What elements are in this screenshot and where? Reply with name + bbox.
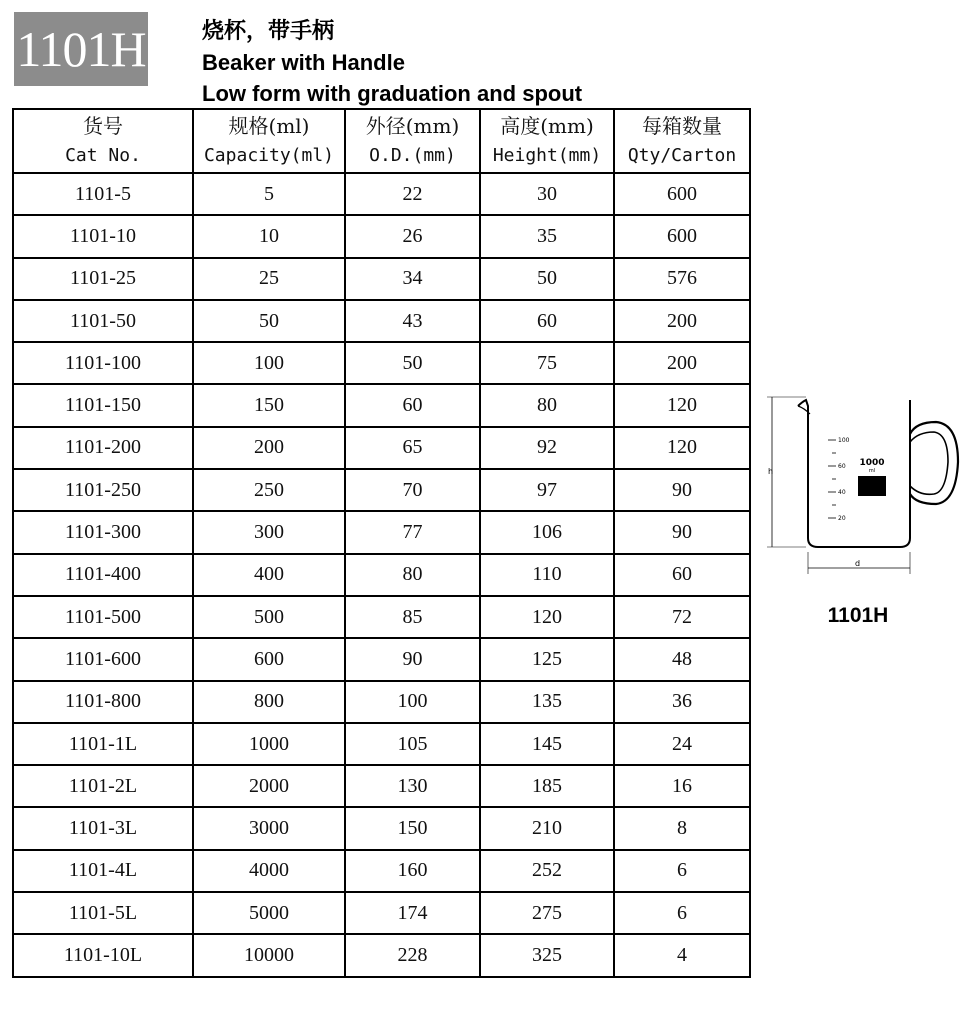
cell-qty: 16 (614, 765, 750, 807)
table-row (13, 850, 750, 892)
cell-capacity: 400 (193, 554, 345, 596)
cell-capacity: 600 (193, 638, 345, 680)
table-row (13, 638, 750, 680)
cell-qty: 72 (614, 596, 750, 638)
table-row (13, 427, 750, 469)
cell-od: 85 (345, 596, 480, 638)
cell-cat-no: 1101-800 (13, 681, 193, 723)
scale-20: 20 (838, 515, 846, 522)
cell-od: 60 (345, 384, 480, 426)
cell-capacity: 300 (193, 511, 345, 553)
cell-qty: 6 (614, 892, 750, 934)
scale-100: 100 (838, 437, 850, 444)
cell-cat-no: 1101-4L (13, 850, 193, 892)
cell-height: 75 (480, 342, 614, 384)
cell-cat-no: 1101-250 (13, 469, 193, 511)
table-row (13, 215, 750, 257)
table-row (13, 596, 750, 638)
cell-qty: 90 (614, 511, 750, 553)
table-body (13, 173, 750, 977)
cell-capacity: 5 (193, 173, 345, 215)
cell-qty: 600 (614, 173, 750, 215)
cell-qty: 576 (614, 258, 750, 300)
cell-qty: 600 (614, 215, 750, 257)
cell-height: 110 (480, 554, 614, 596)
cell-capacity: 50 (193, 300, 345, 342)
cell-qty: 120 (614, 384, 750, 426)
cell-cat-no: 1101-3L (13, 807, 193, 849)
cell-capacity: 150 (193, 384, 345, 426)
cell-capacity: 10 (193, 215, 345, 257)
volume-mark: 1000 (859, 458, 885, 468)
cell-capacity: 800 (193, 681, 345, 723)
cell-qty: 36 (614, 681, 750, 723)
cell-od: 174 (345, 892, 480, 934)
cell-height: 275 (480, 892, 614, 934)
cell-od: 150 (345, 807, 480, 849)
table-row (13, 384, 750, 426)
cell-height: 50 (480, 258, 614, 300)
cell-height: 80 (480, 384, 614, 426)
subtitle-english: Low form with graduation and spout (202, 81, 583, 106)
cell-height: 97 (480, 469, 614, 511)
cell-capacity: 3000 (193, 807, 345, 849)
cell-od: 90 (345, 638, 480, 680)
marking-patch (858, 476, 886, 496)
table-row (13, 173, 750, 215)
table-row (13, 258, 750, 300)
product-code-badge: 1101H (14, 12, 148, 86)
cell-cat-no: 1101-150 (13, 384, 193, 426)
cell-capacity: 10000 (193, 934, 345, 976)
table-row (13, 511, 750, 553)
cell-capacity: 100 (193, 342, 345, 384)
cell-capacity: 250 (193, 469, 345, 511)
cell-capacity: 1000 (193, 723, 345, 765)
cell-height: 60 (480, 300, 614, 342)
cell-od: 228 (345, 934, 480, 976)
cell-cat-no: 1101-300 (13, 511, 193, 553)
cell-height: 185 (480, 765, 614, 807)
cell-qty: 200 (614, 300, 750, 342)
cell-qty: 4 (614, 934, 750, 976)
cell-cat-no: 1101-1L (13, 723, 193, 765)
table-row (13, 554, 750, 596)
table-row (13, 934, 750, 976)
beaker-diagram (766, 392, 966, 582)
cell-qty: 60 (614, 554, 750, 596)
cell-qty: 120 (614, 427, 750, 469)
cell-cat-no: 1101-10 (13, 215, 193, 257)
table-row (13, 469, 750, 511)
height-label: h (768, 467, 774, 476)
cell-od: 105 (345, 723, 480, 765)
cell-od: 77 (345, 511, 480, 553)
cell-capacity: 4000 (193, 850, 345, 892)
header-qty: 每箱数量 Qty/Carton (614, 109, 750, 173)
cell-qty: 8 (614, 807, 750, 849)
cell-od: 34 (345, 258, 480, 300)
cell-height: 125 (480, 638, 614, 680)
cell-od: 160 (345, 850, 480, 892)
cell-qty: 200 (614, 342, 750, 384)
unit-mark: ml (868, 468, 876, 474)
cell-capacity: 25 (193, 258, 345, 300)
cell-qty: 90 (614, 469, 750, 511)
table-row (13, 300, 750, 342)
cell-height: 145 (480, 723, 614, 765)
header-capacity: 规格(ml) Capacity(ml) (193, 109, 345, 173)
title-chinese: 烧杯，带手柄 (202, 19, 335, 44)
table-row (13, 342, 750, 384)
cell-capacity: 500 (193, 596, 345, 638)
table-row (13, 723, 750, 765)
spec-table (12, 108, 751, 978)
cell-qty: 48 (614, 638, 750, 680)
cell-od: 70 (345, 469, 480, 511)
cell-od: 43 (345, 300, 480, 342)
table-row (13, 892, 750, 934)
table-row (13, 807, 750, 849)
cell-cat-no: 1101-200 (13, 427, 193, 469)
cell-cat-no: 1101-500 (13, 596, 193, 638)
cell-height: 30 (480, 173, 614, 215)
cell-qty: 24 (614, 723, 750, 765)
diameter-label: d (855, 559, 861, 568)
cell-height: 135 (480, 681, 614, 723)
title-english: Beaker with Handle (202, 50, 405, 75)
cell-cat-no: 1101-5 (13, 173, 193, 215)
scale-40: 40 (838, 489, 846, 496)
cell-height: 325 (480, 934, 614, 976)
cell-capacity: 2000 (193, 765, 345, 807)
cell-height: 252 (480, 850, 614, 892)
cell-cat-no: 1101-25 (13, 258, 193, 300)
cell-height: 106 (480, 511, 614, 553)
header-cat-no: 货号 Cat No. (13, 109, 193, 173)
cell-cat-no: 1101-400 (13, 554, 193, 596)
cell-cat-no: 1101-10L (13, 934, 193, 976)
table-row (13, 765, 750, 807)
cell-cat-no: 1101-600 (13, 638, 193, 680)
table-row (13, 681, 750, 723)
cell-od: 100 (345, 681, 480, 723)
cell-height: 210 (480, 807, 614, 849)
cell-od: 130 (345, 765, 480, 807)
cell-cat-no: 1101-2L (13, 765, 193, 807)
cell-qty: 6 (614, 850, 750, 892)
cell-height: 92 (480, 427, 614, 469)
cell-od: 65 (345, 427, 480, 469)
cell-cat-no: 1101-50 (13, 300, 193, 342)
cell-od: 22 (345, 173, 480, 215)
cell-od: 80 (345, 554, 480, 596)
cell-height: 120 (480, 596, 614, 638)
scale-60: 60 (838, 463, 846, 470)
diagram-caption: 1101H (827, 604, 889, 627)
cell-height: 35 (480, 215, 614, 257)
cell-cat-no: 1101-5L (13, 892, 193, 934)
header-od: 外径(mm) O.D.(mm) (345, 109, 480, 173)
cell-cat-no: 1101-100 (13, 342, 193, 384)
cell-od: 50 (345, 342, 480, 384)
table-header-row (13, 109, 750, 173)
cell-capacity: 5000 (193, 892, 345, 934)
cell-od: 26 (345, 215, 480, 257)
header-height: 高度(mm) Height(mm) (480, 109, 614, 173)
cell-capacity: 200 (193, 427, 345, 469)
